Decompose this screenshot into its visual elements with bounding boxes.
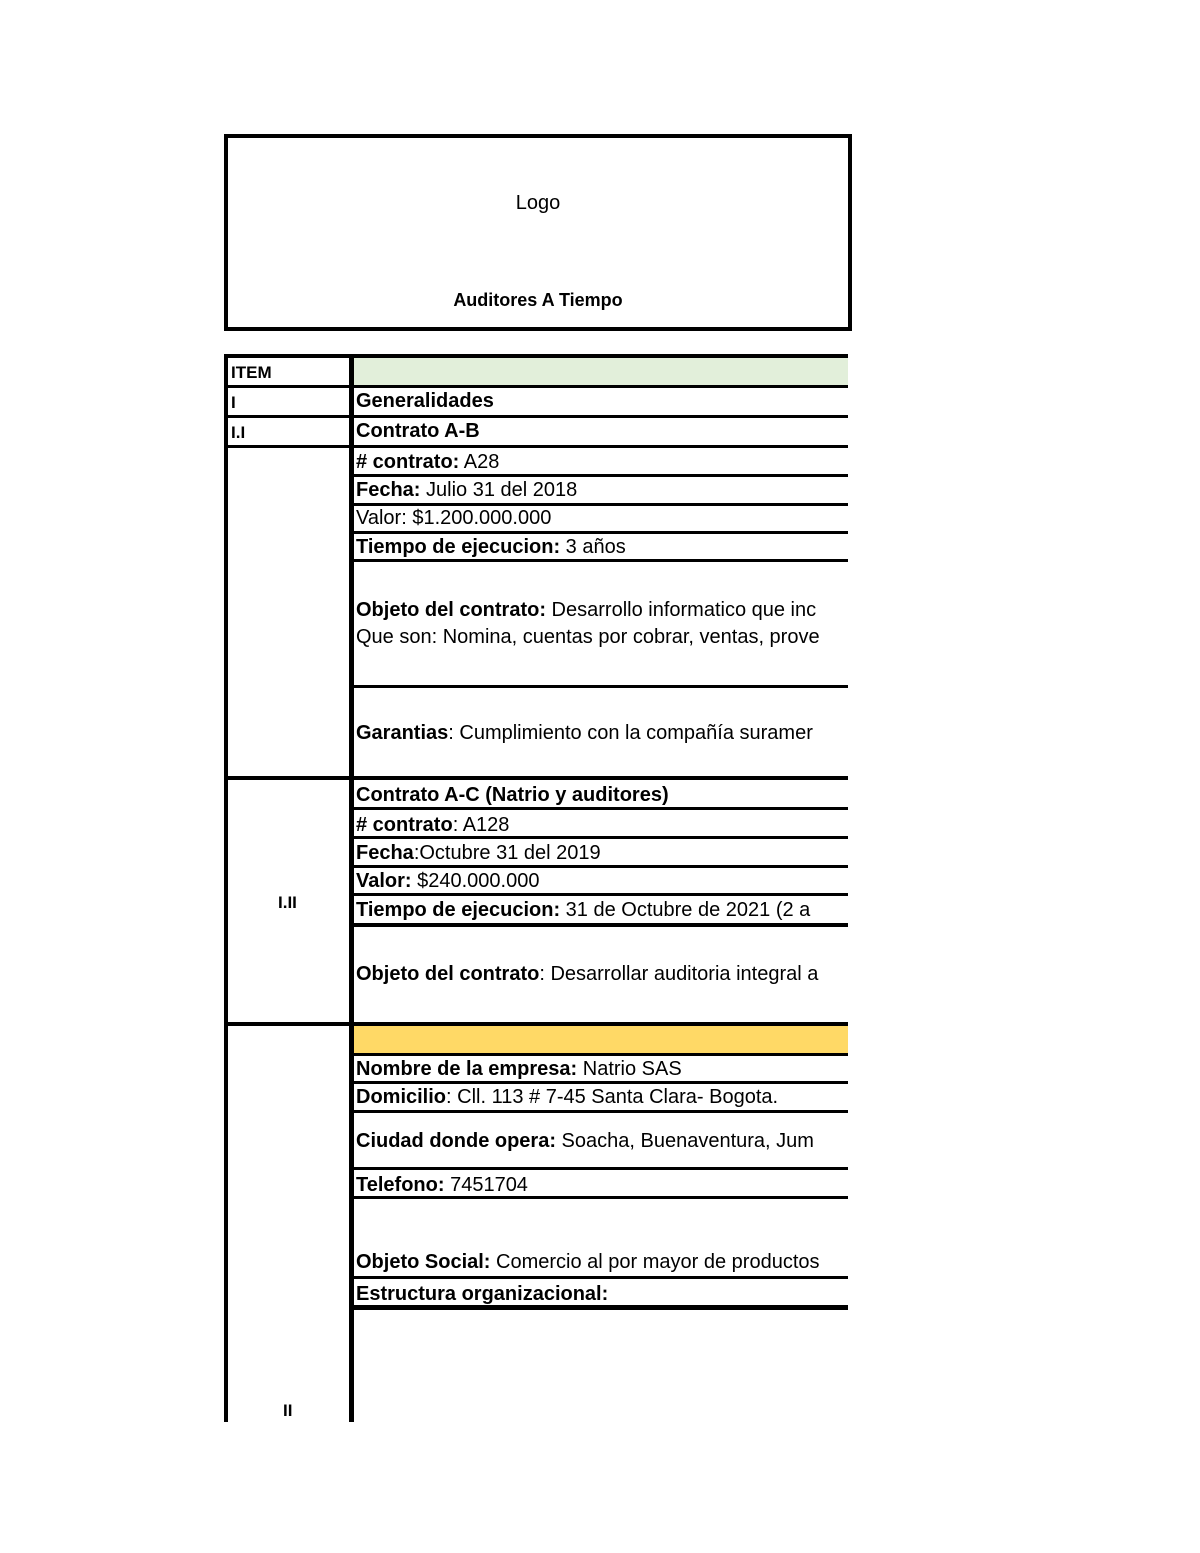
contract-ac-object: Objeto del contrato: Desarrollar auditoria integral a: [356, 963, 819, 985]
contract-ac-number: # contrato: A128: [356, 814, 510, 836]
contract-ab-date: Fecha: Julio 31 del 2018: [356, 479, 578, 501]
company-purpose-row: Objeto Social: Comercio al por mayor de productos: [356, 1251, 820, 1273]
item-code-ii: II: [283, 1401, 293, 1420]
company-structure-row: Estructura organizacional:: [356, 1283, 609, 1305]
company-cities-row: Ciudad donde opera: Soacha, Buenaventura, Jum: [356, 1130, 814, 1152]
contract-ac-title: Contrato A-C (Natrio y auditores): [356, 784, 669, 806]
contract-ab-guarantees: Garantias: Cumplimiento con la compañía suramer: [356, 722, 813, 744]
company-name: Auditores A Tiempo: [453, 290, 623, 310]
contract-ab-object-line2: Que son: Nomina, cuentas por cobrar, ventas, prove: [356, 626, 820, 648]
contract-ac-date: Fecha:Octubre 31 del 2019: [356, 842, 601, 864]
contract-ab-number: # contrato: A28: [356, 451, 500, 473]
logo-placeholder: Logo: [515, 192, 561, 214]
contract-ab-title: Contrato A-B: [356, 420, 480, 442]
contract-ab-value: Valor: $1.200.000.000: [356, 507, 552, 529]
contract-ab-object: Objeto del contrato: Desarrollo informatico que inc: [356, 599, 817, 621]
item-code-i: I: [231, 393, 236, 412]
company-phone-row: Telefono: 7451704: [356, 1174, 528, 1196]
item-code-i2: I.II: [278, 893, 297, 912]
company-name-row: Nombre de la empresa: Natrio SAS: [356, 1058, 682, 1080]
contract-ab-duration: Tiempo de ejecucion: 3 años: [356, 536, 626, 558]
header-band: [354, 358, 848, 385]
company-address-row: Domicilio: Cll. 113 # 7-45 Santa Clara- Bogota.: [356, 1086, 779, 1108]
contract-ac-value: Valor: $240.000.000: [356, 870, 540, 892]
section-band: [354, 1025, 848, 1053]
header-item-label: ITEM: [231, 363, 272, 382]
contract-ac-duration: Tiempo de ejecucion: 31 de Octubre de 2021 (2 a: [356, 899, 811, 921]
section-title-generalidades: Generalidades: [356, 390, 494, 412]
item-code-i1: I.I: [231, 423, 246, 442]
